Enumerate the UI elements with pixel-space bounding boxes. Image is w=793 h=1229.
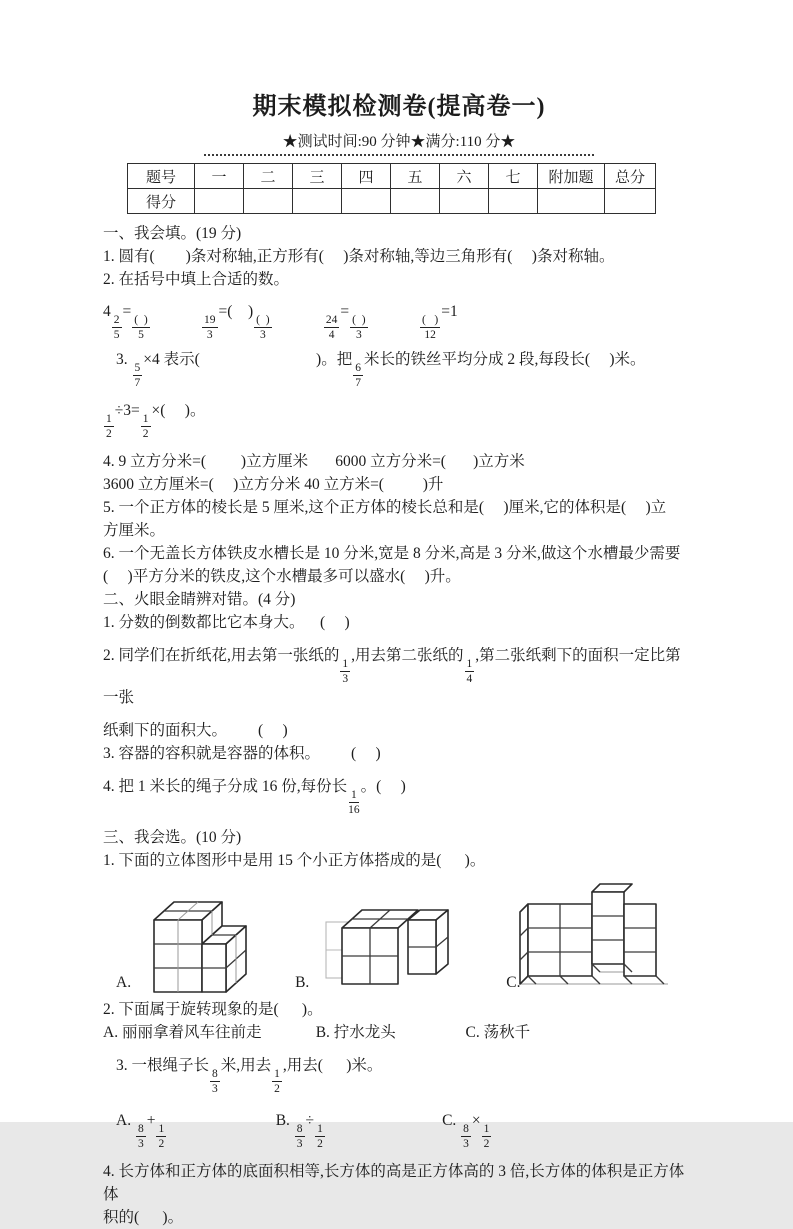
s3-q3-line — [103, 1054, 695, 1095]
exam-info: ★测试时间:90 分钟★满分:110 分★ — [282, 134, 516, 150]
score-table-header-cell: 三 — [293, 164, 342, 189]
figure-label-b: B. — [295, 973, 310, 991]
s2-q2a-line — [103, 644, 695, 708]
s1-q2-equations — [103, 300, 695, 341]
fraction: $\frac{1}{4}$ — [466, 658, 473, 686]
fraction: $\frac{19}{3}$ — [204, 314, 216, 342]
fraction: $\frac{( )}{12}$ — [421, 314, 439, 342]
s1-q6a-line: 6. 一个无盖长方体铁皮水槽长是 10 分米,宽是 8 分米,高是 3 分米,做这个水槽最少需要 — [103, 545, 681, 563]
s1-q3-line — [103, 348, 695, 389]
text-run: ÷ — [305, 1111, 315, 1129]
s3-q2-line: 2. 下面属于旋转现象的是( )。 — [103, 1000, 323, 1018]
fraction: $\frac{( )}{3}$ — [352, 314, 366, 342]
s1-q4b-line: 3600 立方厘米=( )立方分米 40 立方米=( )升 — [103, 476, 444, 494]
fraction: $\frac{6}{7}$ — [355, 362, 361, 390]
s3-q1-line: 1. 下面的立体图形中是用 15 个小正方体搭成的是( )。 — [103, 851, 486, 869]
text-run: 3. 一根绳子长 — [116, 1056, 210, 1074]
score-table-header-cell: 六 — [440, 164, 489, 189]
fraction: $\frac{1}{2}$ — [158, 1122, 165, 1150]
exam-info-underline — [204, 130, 594, 156]
s1-q4a-line: 4. 9 立方分米=( )立方厘米 6000 立方分米=( )立方米 — [103, 453, 525, 471]
score-table-header-cell: 题号 — [128, 164, 195, 189]
s3-q3-options — [103, 1109, 695, 1150]
text-run: A. — [116, 1111, 135, 1129]
figure-label-c: C. — [506, 973, 521, 991]
fraction: $\frac{1}{2}$ — [142, 413, 149, 441]
s2-q1-line: 1. 分数的倒数都比它本身大。 ( ) — [103, 614, 350, 632]
section1-heading: 一、我会填。(19 分) — [103, 225, 242, 242]
s2-q3-line: 3. 容器的容积就是容器的体积。 ( ) — [103, 744, 381, 762]
score-cell — [342, 189, 391, 214]
fraction: $\frac{1}{2}$ — [317, 1122, 323, 1150]
score-table-header-cell: 一 — [195, 164, 244, 189]
text-run: 。( ) — [360, 777, 406, 795]
s1-q2-line: 2. 在括号中填上合适的数。 — [103, 271, 290, 288]
score-table-header-cell: 七 — [489, 164, 538, 189]
fraction: $\frac{8}{3}$ — [296, 1122, 303, 1150]
fraction: $\frac{1}{16}$ — [348, 788, 360, 816]
s3-q4a-line: 4. 长方体和正方体的底面积相等,长方体的高是正方体高的 3 倍,长方体的体积是正方体体 — [103, 1162, 685, 1203]
score-cell — [391, 189, 440, 214]
fraction: $\frac{1}{2}$ — [106, 413, 112, 441]
text-run: × — [471, 1111, 481, 1129]
text-run: ,用去第二张纸的 — [351, 647, 464, 665]
fraction: $\frac{1}{2}$ — [274, 1067, 280, 1095]
score-cell — [489, 189, 538, 214]
score-table-header-cell: 二 — [244, 164, 293, 189]
option-a-figure — [116, 892, 269, 992]
fraction: $\frac{24}{4}$ — [325, 314, 338, 342]
score-table-score-row — [128, 189, 656, 214]
score-cell — [440, 189, 489, 214]
text-run — [167, 1112, 276, 1129]
text-run: = — [122, 303, 132, 320]
s3-q4b-line: 积的( )。 — [103, 1208, 184, 1226]
fraction: $\frac{8}{3}$ — [212, 1067, 218, 1095]
fraction: $\frac{8}{3}$ — [137, 1122, 144, 1150]
text-run: =1 — [441, 303, 458, 320]
s1-q3b-line — [103, 399, 695, 440]
s2-q4-line — [103, 775, 695, 816]
fraction: $\frac{1}{3}$ — [342, 658, 349, 686]
score-cell — [538, 189, 605, 214]
text-run — [326, 1112, 442, 1129]
score-cell — [244, 189, 293, 214]
text-run: ,第二张纸剩下的面积一定比第一张 — [103, 647, 681, 706]
score-row-label: 得分 — [128, 189, 195, 214]
option-c-figure — [498, 882, 520, 992]
text-run: 4. 把 1 米长的绳子分成 16 份,每份长 — [103, 777, 348, 795]
fraction: $\frac{( )}{3}$ — [256, 314, 270, 342]
text-run: B. — [275, 1111, 294, 1129]
text-run — [273, 303, 323, 320]
text-run: + — [146, 1111, 156, 1129]
cube-stack-b-drawing — [312, 896, 472, 992]
s3-q2-options: A. 丽丽拿着风车往前走 B. 拧水龙头 C. 荡秋千 — [103, 1023, 531, 1041]
score-cell — [293, 189, 342, 214]
option-b-figure — [295, 896, 472, 992]
text-run — [151, 303, 201, 320]
text-run: =( ) — [218, 303, 254, 320]
fraction: $\frac{1}{2}$ — [483, 1122, 490, 1150]
cube-options-row — [116, 882, 695, 992]
text-run: 4 — [103, 303, 111, 320]
page-title: 期末模拟检测卷(提高卷一) — [252, 94, 546, 120]
text-run: 3. — [116, 351, 132, 369]
text-run: = — [340, 303, 350, 320]
figure-label-a: A. — [116, 973, 132, 991]
fraction: $\frac{( )}{5}$ — [134, 314, 148, 342]
section3-heading: 三、我会选。(10 分) — [103, 828, 242, 846]
cube-stack-a-drawing — [134, 892, 269, 992]
score-table-header-row — [128, 164, 656, 189]
fraction: $\frac{2}{5}$ — [113, 314, 120, 342]
text-run: ,用去( )米。 — [282, 1056, 383, 1074]
score-cell — [605, 189, 656, 214]
s1-q6b-line: ( )平方分米的铁皮,这个水槽最多可以盛水( )升。 — [103, 568, 461, 586]
s1-q5a-line: 5. 一个正方体的棱长是 5 厘米,这个正方体的棱长总和是( )厘米,它的体积是( )立 — [103, 499, 667, 517]
score-table — [127, 163, 656, 214]
text-run: ÷3= — [114, 402, 140, 420]
score-table-header-cell: 总分 — [605, 164, 656, 189]
text-run — [369, 303, 419, 320]
cube-stack-c-drawing — [498, 882, 693, 992]
text-run: ×4 表示( )。把 — [143, 351, 353, 369]
text-run: C. — [442, 1111, 461, 1129]
fraction: $\frac{8}{3}$ — [463, 1122, 469, 1150]
text-run: 米,用去 — [220, 1056, 272, 1074]
score-table-header-cell: 附加题 — [538, 164, 605, 189]
text-run: ×( )。 — [151, 402, 206, 420]
s1-q1-line: 1. 圆有( )条对称轴,正方形有( )条对称轴,等边三角形有( )条对称轴。 — [103, 248, 615, 265]
section2-heading: 二、火眼金睛辨对错。(4 分) — [103, 591, 296, 609]
score-cell — [195, 189, 244, 214]
s1-q5b-line: 方厘米。 — [103, 522, 166, 540]
text-run: 2. 同学们在折纸花,用去第一张纸的 — [103, 647, 340, 665]
score-table-header-cell: 四 — [342, 164, 391, 189]
fraction: $\frac{5}{7}$ — [134, 362, 141, 390]
s2-q2b-line: 纸剩下的面积大。 ( ) — [103, 721, 288, 739]
score-table-header-cell: 五 — [391, 164, 440, 189]
text-run: 米长的铁丝平均分成 2 段,每段长( )米。 — [363, 351, 646, 369]
